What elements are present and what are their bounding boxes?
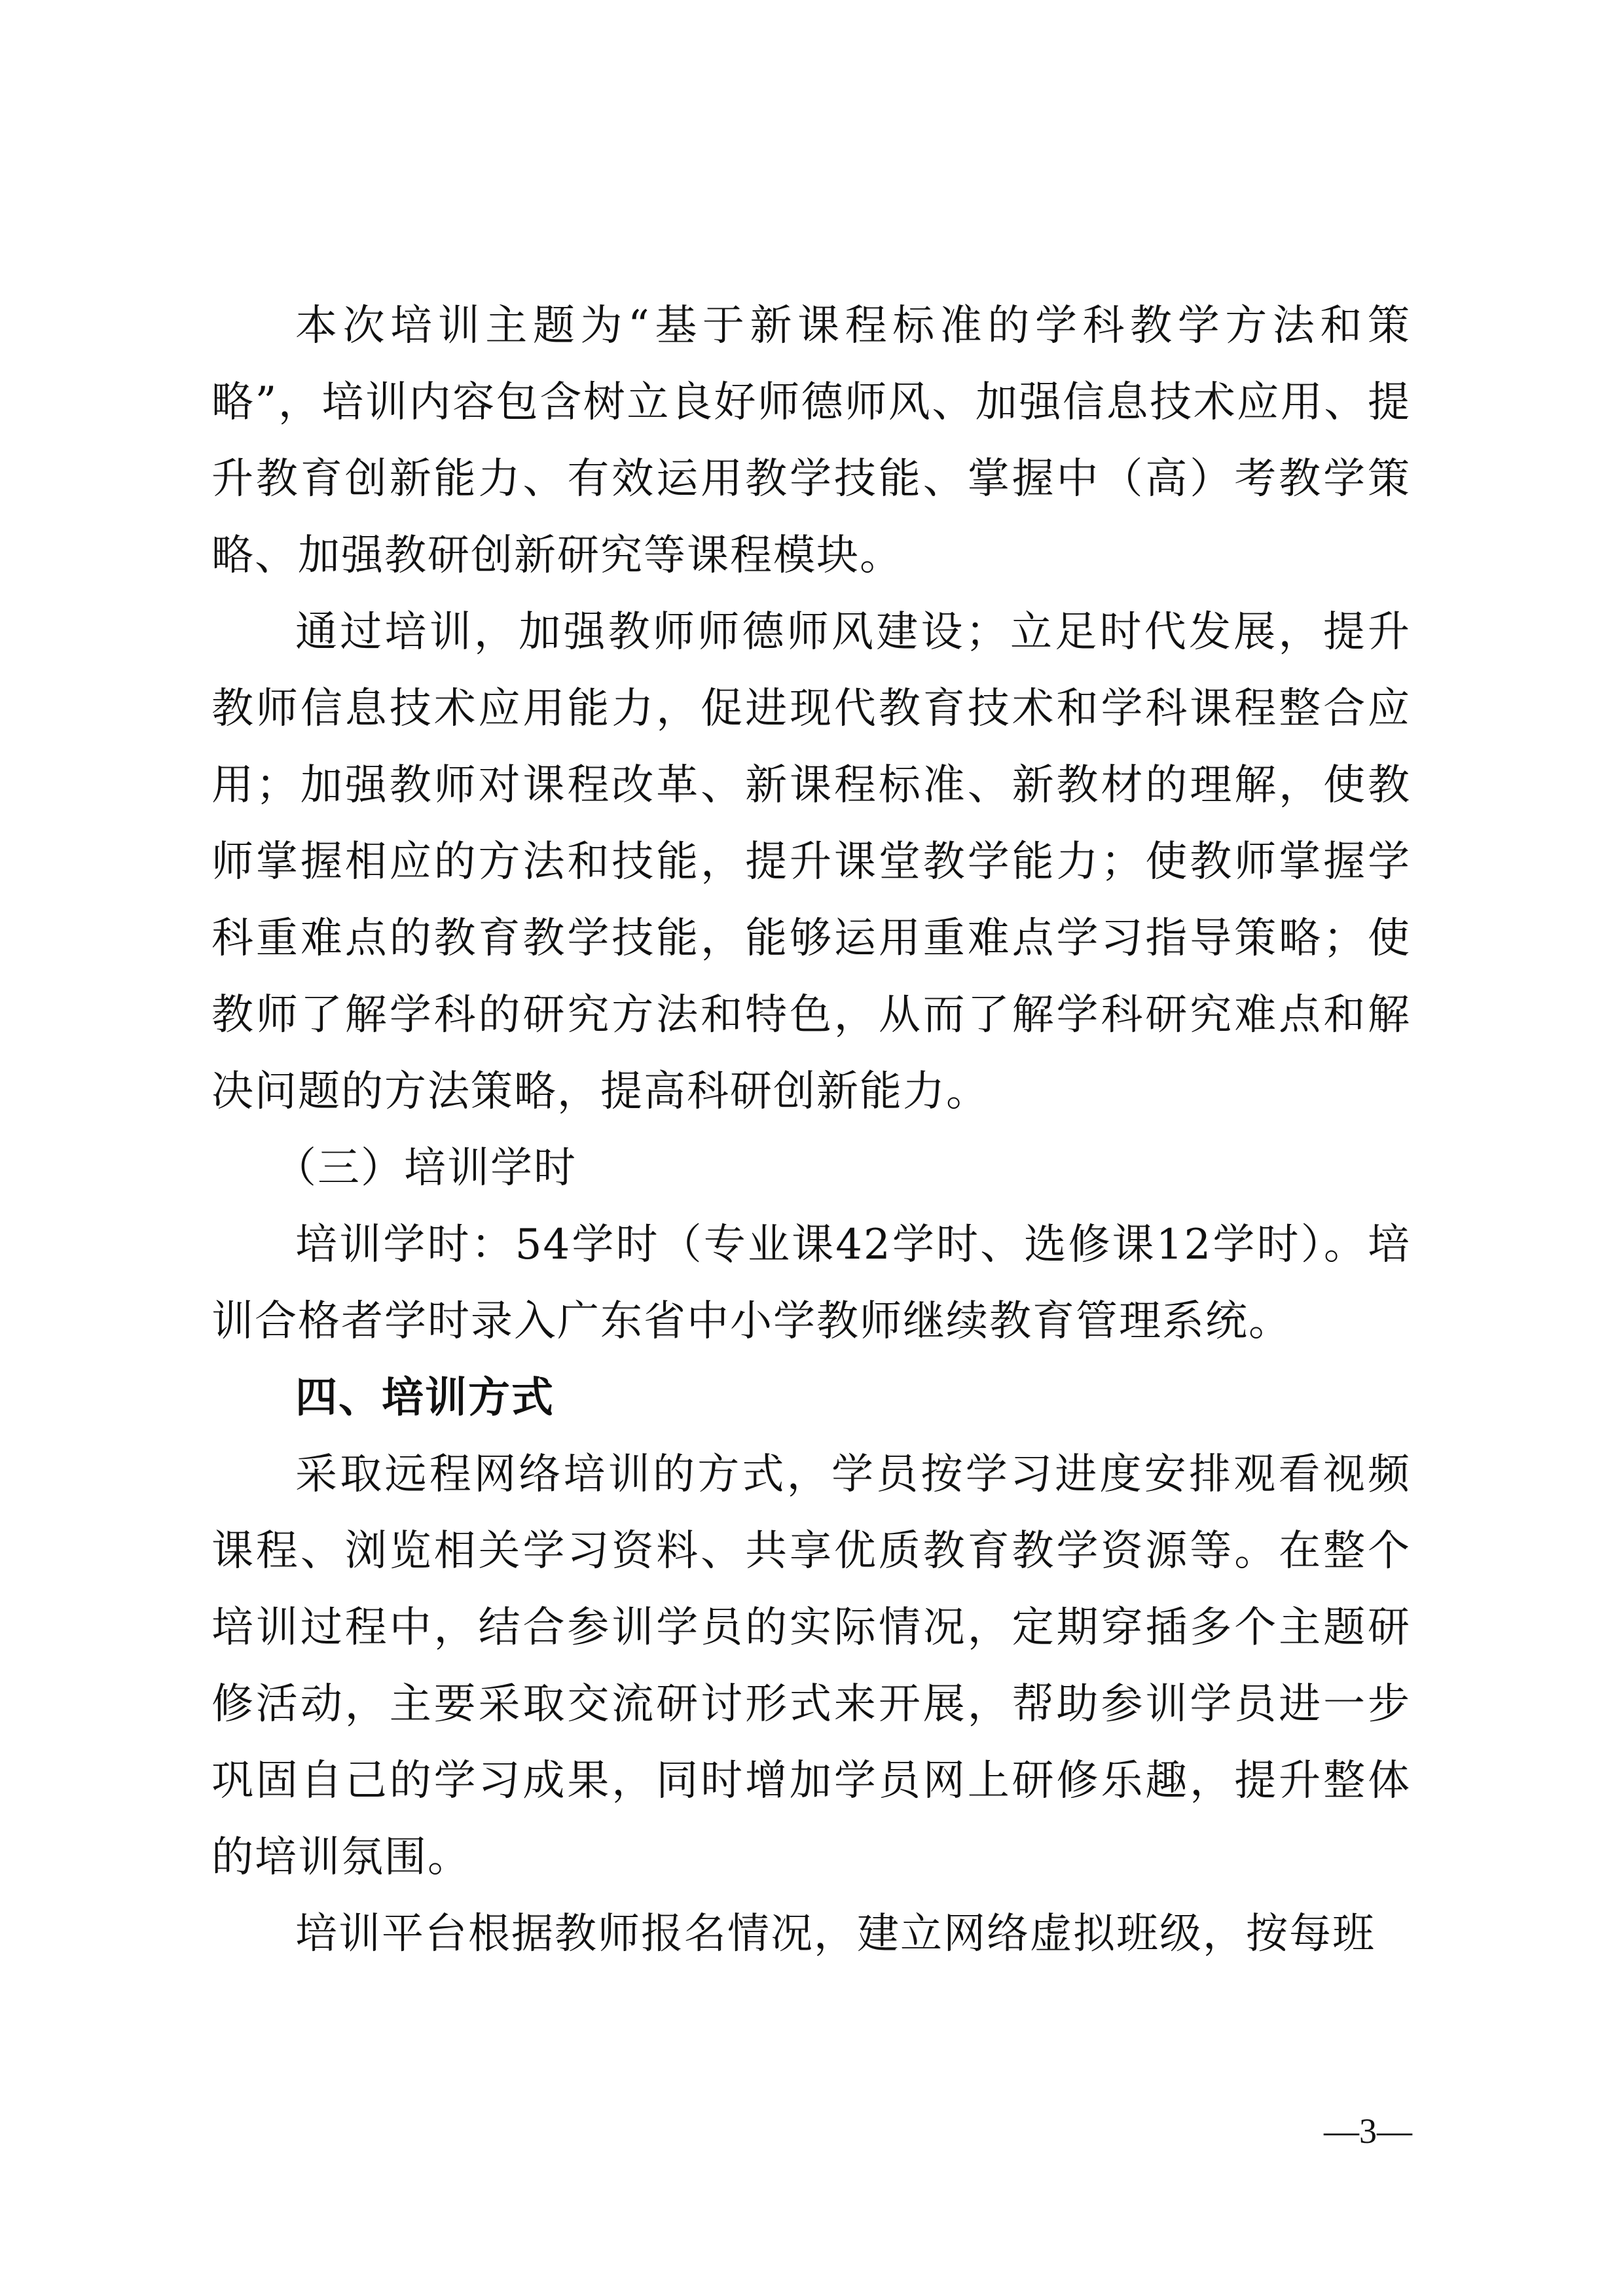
subheading-training-hours: （三）培训学时 [274, 1144, 577, 1193]
paragraph-training-method: 采取远程网络培训的方式，学员按学习进度安排观看视频课程、浏览相关学习资料、共享优质教育教学资源等。在整个培训过程中，结合参训学员的实际情况，定期穿插多个主题研修活动，主要采取交流研讨形式来开展，帮助参训学员进一步巩固自己的学习成果，同时增加学员网上研修乐趣，提升整体的培训氛围。 [211, 1450, 1411, 1882]
paragraph-training-theme: 本次培训主题为“基于新课程标准的学科教学方法和策略”，培训内容包含树立良好师德师风、加强信息技术应用、提升教育创新能力、有效运用教学技能、掌握中（高）考教学策略、加强教研创新研究等课程模块。 [211, 302, 1411, 580]
document-body [211, 288, 1411, 1973]
page-number: —3— [1324, 2111, 1412, 2151]
paragraph-training-hours: 培训学时：54学时（专业课42学时、选修课12学时）。培训合格者学时录入广东省中小学教师继续教育管理系统。 [211, 1221, 1411, 1346]
paragraph-training-goals: 通过培训，加强教师师德师风建设；立足时代发展，提升教师信息技术应用能力，促进现代教育技术和学科课程整合应用；加强教师对课程改革、新课程标准、新教材的理解，使教师掌握相应的方法和技能，提升课堂教学能力；使教师掌握学科重难点的教育教学技能，能够运用重难点学习指导策略；使教师了解学科的研究方法和特色，从而了解学科研究难点和解决问题的方法策略，提高科研创新能力。 [211, 608, 1411, 1116]
section-heading-training-method: 四、培训方式 [295, 1374, 555, 1422]
paragraph-virtual-classes: 培训平台根据教师报名情况，建立网络虚拟班级，按每班 [295, 1910, 1376, 1958]
